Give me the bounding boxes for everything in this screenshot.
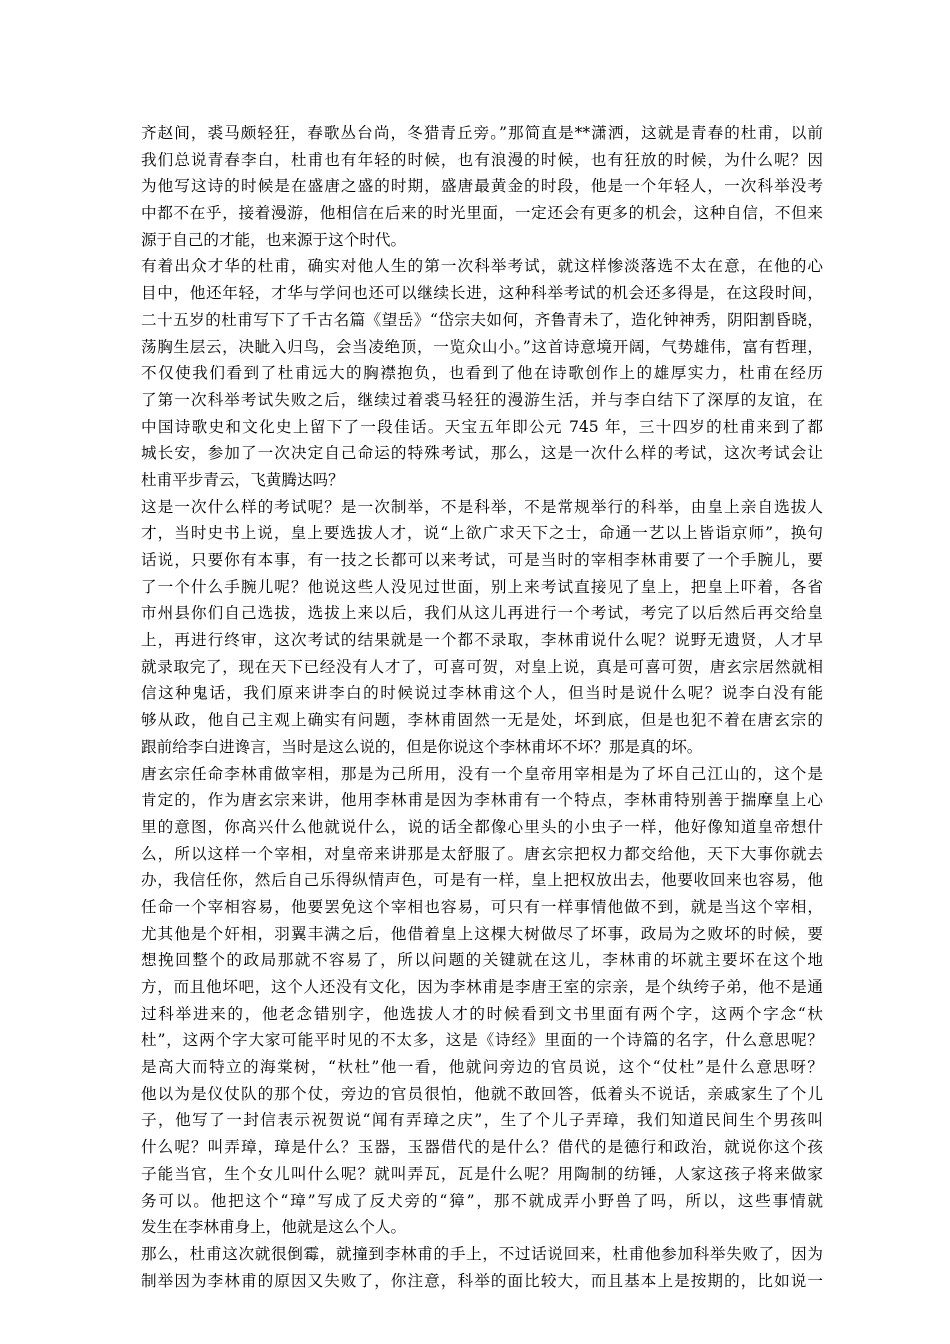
text-line: 什么呢？叫弄璋，璋是什么？玉器，玉器借代的是什么？借代的是德行和政治，就说你这个孩 <box>141 1138 823 1157</box>
text-line: 中国诗歌史和文化史上留下了一段佳话。天宝五年即公元 745 年，三十四岁的杜甫来到了都 <box>141 417 823 436</box>
text-line: 他以为是仪仗队的那个仗，旁边的官员很怕，他就不敢回答，低着头不说话，亲戚家生了个儿 <box>141 1084 823 1103</box>
text-line: 发生在李林甫身上，他就是这么个人。 <box>141 1218 407 1237</box>
text-line: 方，而且他坏吧，这个人还没有文化，因为李林甫是李唐王室的宗亲，是个纨绔子弟，他不是通 <box>141 978 823 996</box>
text-line: 才，当时史书上说，皇上要选拔人才，说“上欲广求天下之士，命通一艺以上皆诣京师”，换句 <box>141 524 823 543</box>
text-line: 么，所以这样一个宰相，对皇帝来讲那是太舒服了。唐玄宗把权力都交给他，天下大事你就去 <box>141 844 823 863</box>
text-line: 中都不在乎，接着漫游，他相信在后来的时光里面，一定还会有更多的机会，这种自信，不但来 <box>141 204 823 223</box>
text-line: 信这种鬼话，我们原来讲李白的时候说过李林甫这个人，但当时是说什么呢？说李白没有能 <box>141 684 823 703</box>
text-line: 源于自己的才能，也来源于这个时代。 <box>141 230 407 249</box>
text-line: 就录取完了，现在天下已经没有人才了，可喜可贺，对皇上说，真是可喜可贺，唐玄宗居然就相 <box>141 657 823 676</box>
text-line: 上，再进行终审，这次考试的结果就是一个都不录取，李林甫说什么呢？说野无遗贤，人才早 <box>141 631 823 650</box>
text-line: 务可以。他把这个“璋”写成了反犬旁的“獐”，那不就成弄小野兽了吗，所以，这些事情就 <box>141 1191 823 1210</box>
text-line: 我们总说青春李白，杜甫也有年轻的时候，也有浪漫的时候，也有狂放的时候，为什么呢？因 <box>141 150 823 169</box>
text-line: 了一个什么手腕儿呢？他说这些人没见过世面，别上来考试直接见了皇上，把皇上吓着，各省 <box>141 577 823 596</box>
text-line: 办，我信任你，然后自己乐得纵情声色，可是有一样，皇上把权放出去，他要收回来也容易，他 <box>141 871 823 890</box>
text-line: 是高大而特立的海棠树，“杕杜”他一看，他就问旁边的官员说，这个“仗杜”是什么意思呀？ <box>141 1058 823 1077</box>
text-line: 过科举进来的，他老念错别字，他选拔人才的时候看到文书里面有两个字，这两个字念“杕 <box>141 1004 823 1023</box>
text-line: 跟前给李白进谗言，当时是这么说的，但是你说这个李林甫坏不坏？那是真的坏。 <box>141 737 703 756</box>
text-line: 这是一次什么样的考试呢？是一次制举，不是科举，不是常规举行的科举，由皇上亲自选拔人 <box>141 497 823 516</box>
text-line: 为他写这诗的时候是在盛唐之盛的时期，盛唐最黄金的时段，他是一个年轻人，一次科举没考 <box>141 177 823 196</box>
text-line: 任命一个宰相容易，他要罢免这个宰相也容易，可只有一样事情他做不到，就是当这个宰相， <box>141 897 823 916</box>
text-line: 了第一次科举考试失败之后，继续过着裘马轻狂的漫游生活，并与李白结下了深厚的友谊，在 <box>141 390 823 409</box>
text-line: 尤其他是个奸相，羽翼丰满之后，他借着皇上这棵大树做尽了坏事，政局为之败坏的时候，要 <box>141 924 823 943</box>
document-body <box>141 120 823 1294</box>
text-line: 子，他写了一封信表示祝贺说“闻有弄璋之庆”，生了个儿子弄璋，我们知道民间生个男孩叫 <box>141 1111 823 1130</box>
text-line: 想挽回整个的政局那就不容易了，所以问题的关键就在这儿，李林甫的坏就主要坏在这个地 <box>141 951 823 970</box>
text-line: 制举因为李林甫的原因又失败了，你注意，科举的面比较大，而且基本上是按期的，比如说一 <box>141 1271 823 1290</box>
text-line: 里的意图，你高兴什么他就说什么，说的话全都像心里头的小虫子一样，他好像知道皇帝想什 <box>141 817 823 836</box>
text-line: 目中，他还年轻，才华与学问也还可以继续长进，这种科举考试的机会还多得是，在这段时间， <box>141 284 823 303</box>
text-line: 不仅使我们看到了杜甫远大的胸襟抱负，也看到了他在诗歌创作上的雄厚实力，杜甫在经历 <box>141 364 823 383</box>
text-line: 话说，只要你有本事，有一技之长都可以来考试，可是当时的宰相李林甫要了一个手腕儿，要 <box>141 551 823 569</box>
text-line: 那么，杜甫这次就很倒霉，就撞到李林甫的手上，不过话说回来，杜甫他参加科举失败了，因为 <box>141 1244 823 1263</box>
text-line: 肯定的，作为唐玄宗来讲，他用李林甫是因为李林甫有一个特点，李林甫特别善于揣摩皇上心 <box>141 791 823 810</box>
text-line: 子能当官，生个女儿叫什么呢？就叫弄瓦，瓦是什么呢？用陶制的纺锤，人家这孩子将来做家 <box>141 1164 823 1183</box>
text-line: 有着出众才华的杜甫，确实对他人生的第一次科举考试，就这样惨淡落选不太在意，在他的心 <box>141 257 823 276</box>
text-line: 二十五岁的杜甫写下了千古名篇《望岳》“岱宗夫如何，齐鲁青未了，造化钟神秀，阴阳割昏晓， <box>141 310 823 329</box>
text-line: 荡胸生层云，决眦入归鸟，会当凌绝顶，一览众山小。”这首诗意境开阔，气势雄伟，富有哲理， <box>141 337 823 356</box>
text-line: 唐玄宗任命李林甫做宰相，那是为己所用，没有一个皇帝用宰相是为了坏自己江山的，这个是 <box>141 764 823 783</box>
text-line: 齐赵间，裘马颇轻狂，春歌丛台尚，冬猎青丘旁。”那简直是**潇洒，这就是青春的杜甫，以前 <box>141 124 823 142</box>
text-line: 城长安，参加了一次决定自己命运的特殊考试，那么，这是一次什么样的考试，这次考试会让 <box>141 444 823 463</box>
text-line: 够从政，他自己主观上确实有问题，李林甫固然一无是处，坏到底，但是也犯不着在唐玄宗的 <box>141 711 823 730</box>
text-line: 市州县你们自己选拔，选拔上来以后，我们从这儿再进行一个考试，考完了以后然后再交给皇 <box>141 604 823 623</box>
text-line: 杜”，这两个字大家可能平时见的不太多，这是《诗经》里面的一个诗篇的名字，什么意思呢？ <box>141 1031 823 1050</box>
text-line: 杜甫平步青云，飞黄腾达吗？ <box>141 470 344 489</box>
